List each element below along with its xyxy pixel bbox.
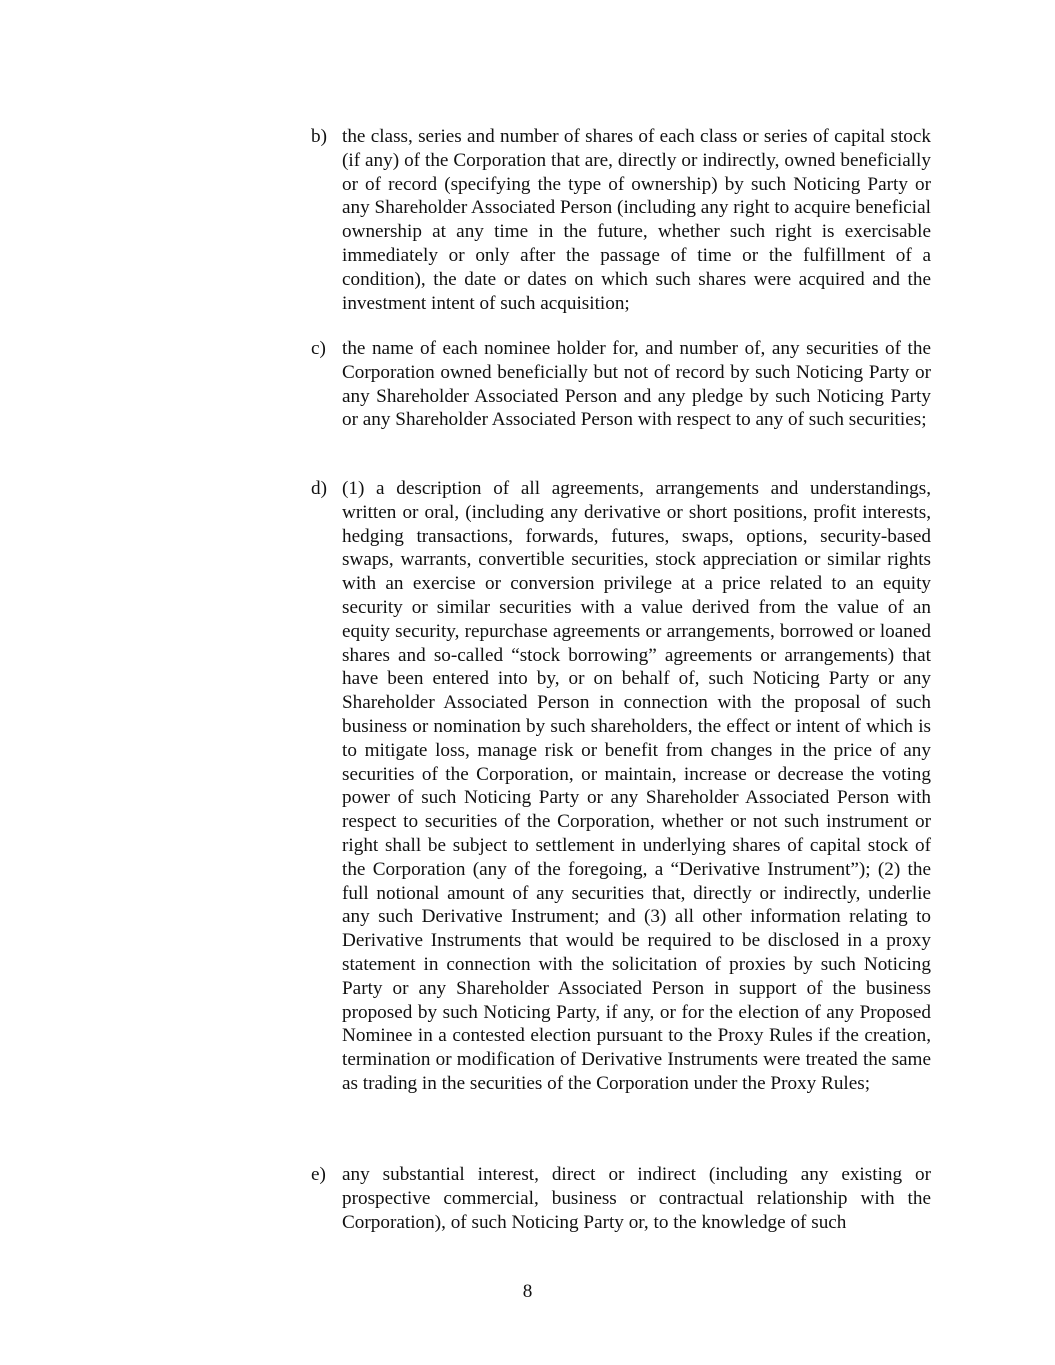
list-item-text: (1) a description of all agreements, arrangements and understandings, written or oral, (including any derivative or short positions, profit interests, hedging transactions, forwards, futures, swaps, options, security-based swaps, warrants, convertible securities, stock appreciation or similar rights with an exercise or conversion privilege at a price related to an equity security or similar securities with a value derived from the value of an equity security, repurchase agreements or arrangements, borrowed or loaned shares and so-called “stock borrowing” agreements or arrangements) that have been entered into by, or on behalf of, such Noticing Party or any Shareholder Associated Person in connection with the proposal of such business or nomination by such shareholders, the effect or intent of which is to mitigate loss, manage risk or benefit from changes in the price of any securities of the Corporation, or maintain, increase or decrease the voting power of such Noticing Party or any Shareholder Associated Person with respect to securities of the Corporation, whether or not such instrument or right shall be subject to settlement in underlying shares of capital stock of the Corporation (any of the foregoing, a “Derivative Instrument”); (2) the full notional amount of any securities that, directly or indirectly, underlie any such Derivative Instrument; and (3) all other information relating to Derivative Instruments that would be required to be disclosed in a proxy statement in connection with the solicitation of proxies by such Noticing Party or any Shareholder Associated Person in support of the business proposed by such Noticing Party, if any, or for the election of any Proposed Nominee in a contested election pursuant to the Proxy Rules if the creation, termination or modification of Derivative Instruments were treated the same as trading in the securities of the Corporation under the Proxy Rules; xyxy=(342,478,931,1094)
list-item-label: b) xyxy=(311,126,327,147)
page-number: 8 xyxy=(522,1281,533,1302)
list-item-text: any substantial interest, direct or indirect (including any existing or prospective commercial, business or contractual relationship with the Corporation), of such Noticing Party or, to the knowledge of such xyxy=(342,1164,931,1233)
list-item-d xyxy=(311,477,931,1096)
list-item-label: d) xyxy=(311,478,327,499)
list-item-text: the class, series and number of shares of each class or series of capital stock (if any) of the Corporation that are, directly or indirectly, owned beneficially or of record (specifying the type of ownership) by such Noticing Party or any Shareholder Associated Person (including any right to acquire beneficial ownership at any time in the future, whether such right is exercisable immediately or only after the passage of time or the fulfillment of a condition), the date or dates on which such shares were acquired and the investment intent of such acquisition; xyxy=(342,126,931,314)
list-item-label: c) xyxy=(311,338,326,359)
list-item-label: e) xyxy=(311,1164,326,1185)
list-item-text: the name of each nominee holder for, and number of, any securities of the Corporation owned beneficially but not of record by such Noticing Party or any Shareholder Associated Person and any pledge by such Noticing Party or any Shareholder Associated Person with respect to any of such securities; xyxy=(342,338,931,431)
list-item-c xyxy=(311,337,931,432)
list-item-b xyxy=(311,125,931,315)
list-item-e xyxy=(311,1163,931,1234)
